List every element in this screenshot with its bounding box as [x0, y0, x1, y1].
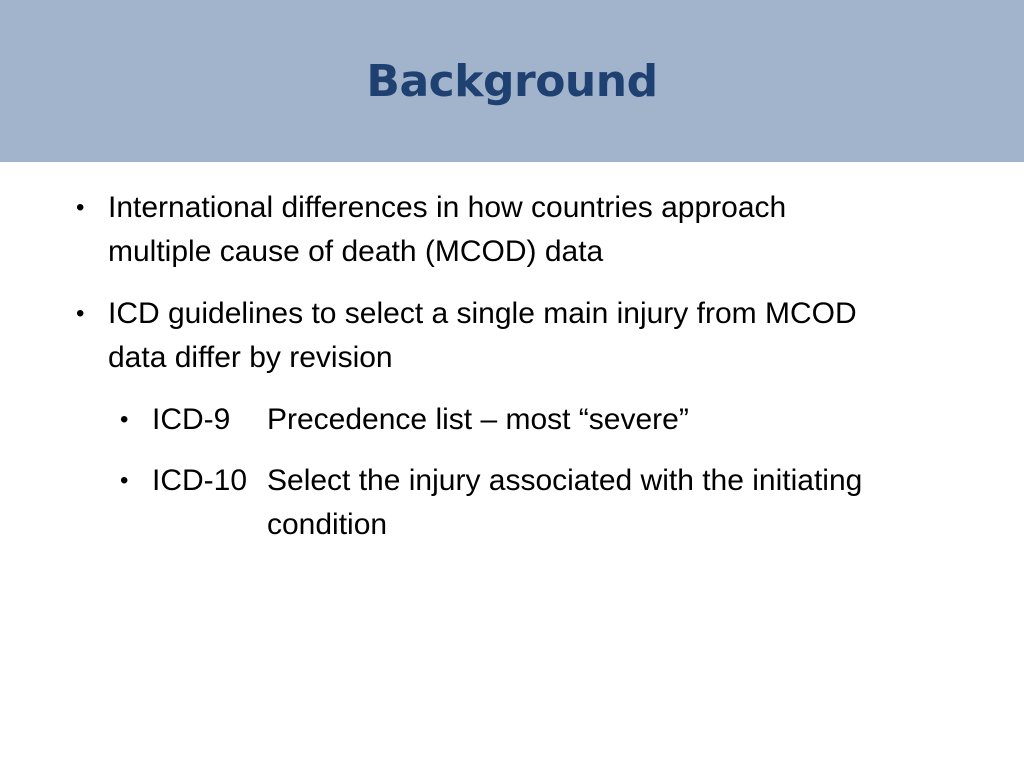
sub-bullet-marker: •: [120, 467, 129, 494]
bullet-marker: •: [76, 300, 85, 327]
sub-bullet-text-line: Precedence list – most “severe”: [267, 403, 689, 436]
sub-bullet-term: ICD-10: [152, 464, 248, 497]
sub-bullet-text-line: Select the injury associated with the initiating: [267, 464, 863, 497]
bullet-text-line: ICD guidelines to select a single main injury from MCOD: [108, 297, 857, 330]
slide-title: Background: [366, 56, 658, 107]
sub-bullet-term: ICD-9: [152, 403, 231, 436]
bullet-text-line: International differences in how countries approach: [108, 191, 787, 224]
sub-bullet-text-line: condition: [267, 508, 388, 541]
bullet-marker: •: [76, 194, 85, 221]
bullet-text-line: data differ by revision: [108, 341, 393, 374]
sub-bullet-marker: •: [120, 406, 129, 433]
bullet-text-line: multiple cause of death (MCOD) data: [108, 235, 604, 268]
